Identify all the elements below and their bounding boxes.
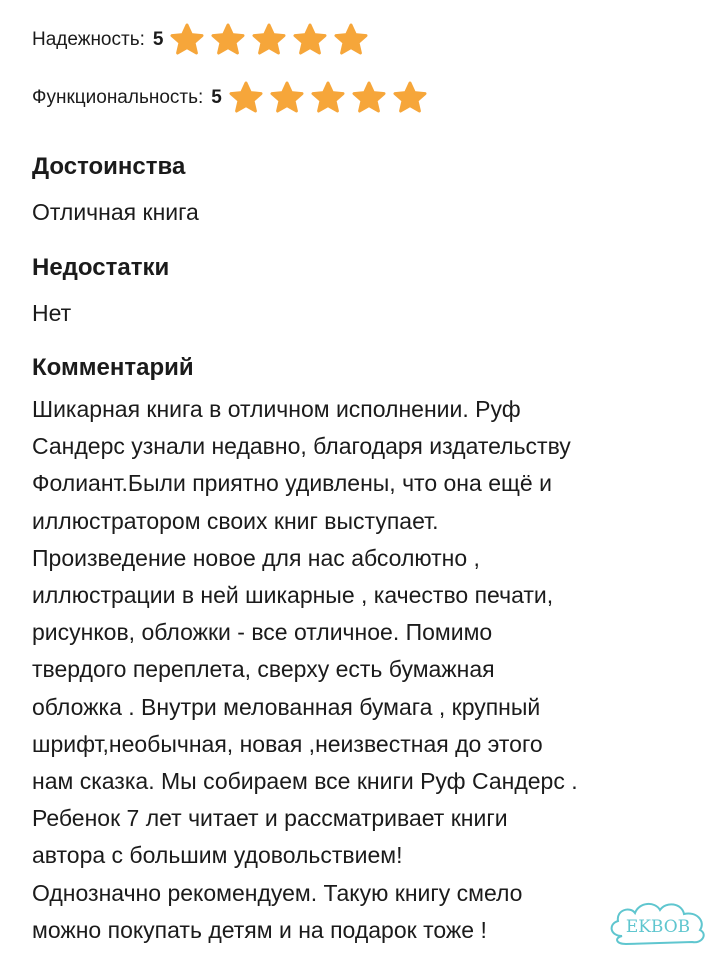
- star-icon: [310, 80, 346, 116]
- watermark-text: EKBOB: [625, 917, 691, 937]
- comment-line: Фолиант.Были приятно удивлены, что она ещё и: [32, 470, 552, 497]
- comment-heading: Комментарий: [32, 354, 194, 381]
- comment-line: Шикарная книга в отличном исполнении. Руф: [32, 396, 521, 422]
- pros-section: [32, 152, 696, 231]
- comment-line: рисунков, обложки - все отличное. Помимо: [32, 619, 493, 646]
- star-icon: [392, 80, 428, 116]
- star-icon: [251, 22, 287, 58]
- rating-functionality: [32, 80, 433, 116]
- star-rating: [228, 80, 433, 116]
- comment-line: автора с большим удовольствием!: [32, 842, 403, 869]
- rating-label: Надежность:: [32, 29, 145, 50]
- rating-reliability: [32, 22, 374, 58]
- comment-line: обложка . Внутри мелованная бумага , крупный: [32, 693, 541, 720]
- pros-text: Отличная книга: [32, 199, 199, 225]
- cons-text: Нет: [32, 300, 72, 326]
- cons-heading: Недостатки: [32, 254, 170, 281]
- star-icon: [292, 22, 328, 58]
- rating-value: 5: [152, 29, 164, 50]
- rating-label: Функциональность:: [32, 87, 204, 108]
- star-rating: [169, 22, 374, 58]
- comment-line: Ребенок 7 лет читает и рассматривает книги: [32, 805, 508, 832]
- comment-line: Произведение новое для нас абсолютно ,: [32, 544, 480, 571]
- star-icon: [351, 80, 387, 116]
- comment-line: можно покупать детям и на подарок тоже !: [32, 916, 487, 943]
- star-icon: [169, 22, 205, 58]
- star-icon: [333, 22, 369, 58]
- comment-line: иллюстрации в ней шикарные , качество печати,: [32, 582, 554, 609]
- comment-line: твердого переплета, сверху есть бумажная: [32, 656, 495, 683]
- star-icon: [269, 80, 305, 116]
- cons-section: [32, 253, 696, 332]
- comment-line: иллюстратором своих книг выступает.: [32, 507, 439, 534]
- comment-line: Сандерс узнали недавно, благодаря издательству: [32, 433, 571, 460]
- rating-value: 5: [211, 87, 222, 108]
- comment-line: Однозначно рекомендуем. Такую книгу смело: [32, 879, 523, 906]
- comment-text: [32, 391, 696, 949]
- comment-line: нам сказка. Мы собираем все книги Руф Сандерс .: [32, 768, 578, 795]
- cloud-icon: [602, 890, 714, 952]
- star-icon: [210, 22, 246, 58]
- pros-heading: Достоинства: [32, 153, 186, 180]
- comment-line: шрифт,необычная, новая ,неизвестная до этого: [32, 730, 543, 757]
- star-icon: [228, 80, 264, 116]
- comment-section: [32, 353, 696, 949]
- watermark-logo: [602, 890, 714, 952]
